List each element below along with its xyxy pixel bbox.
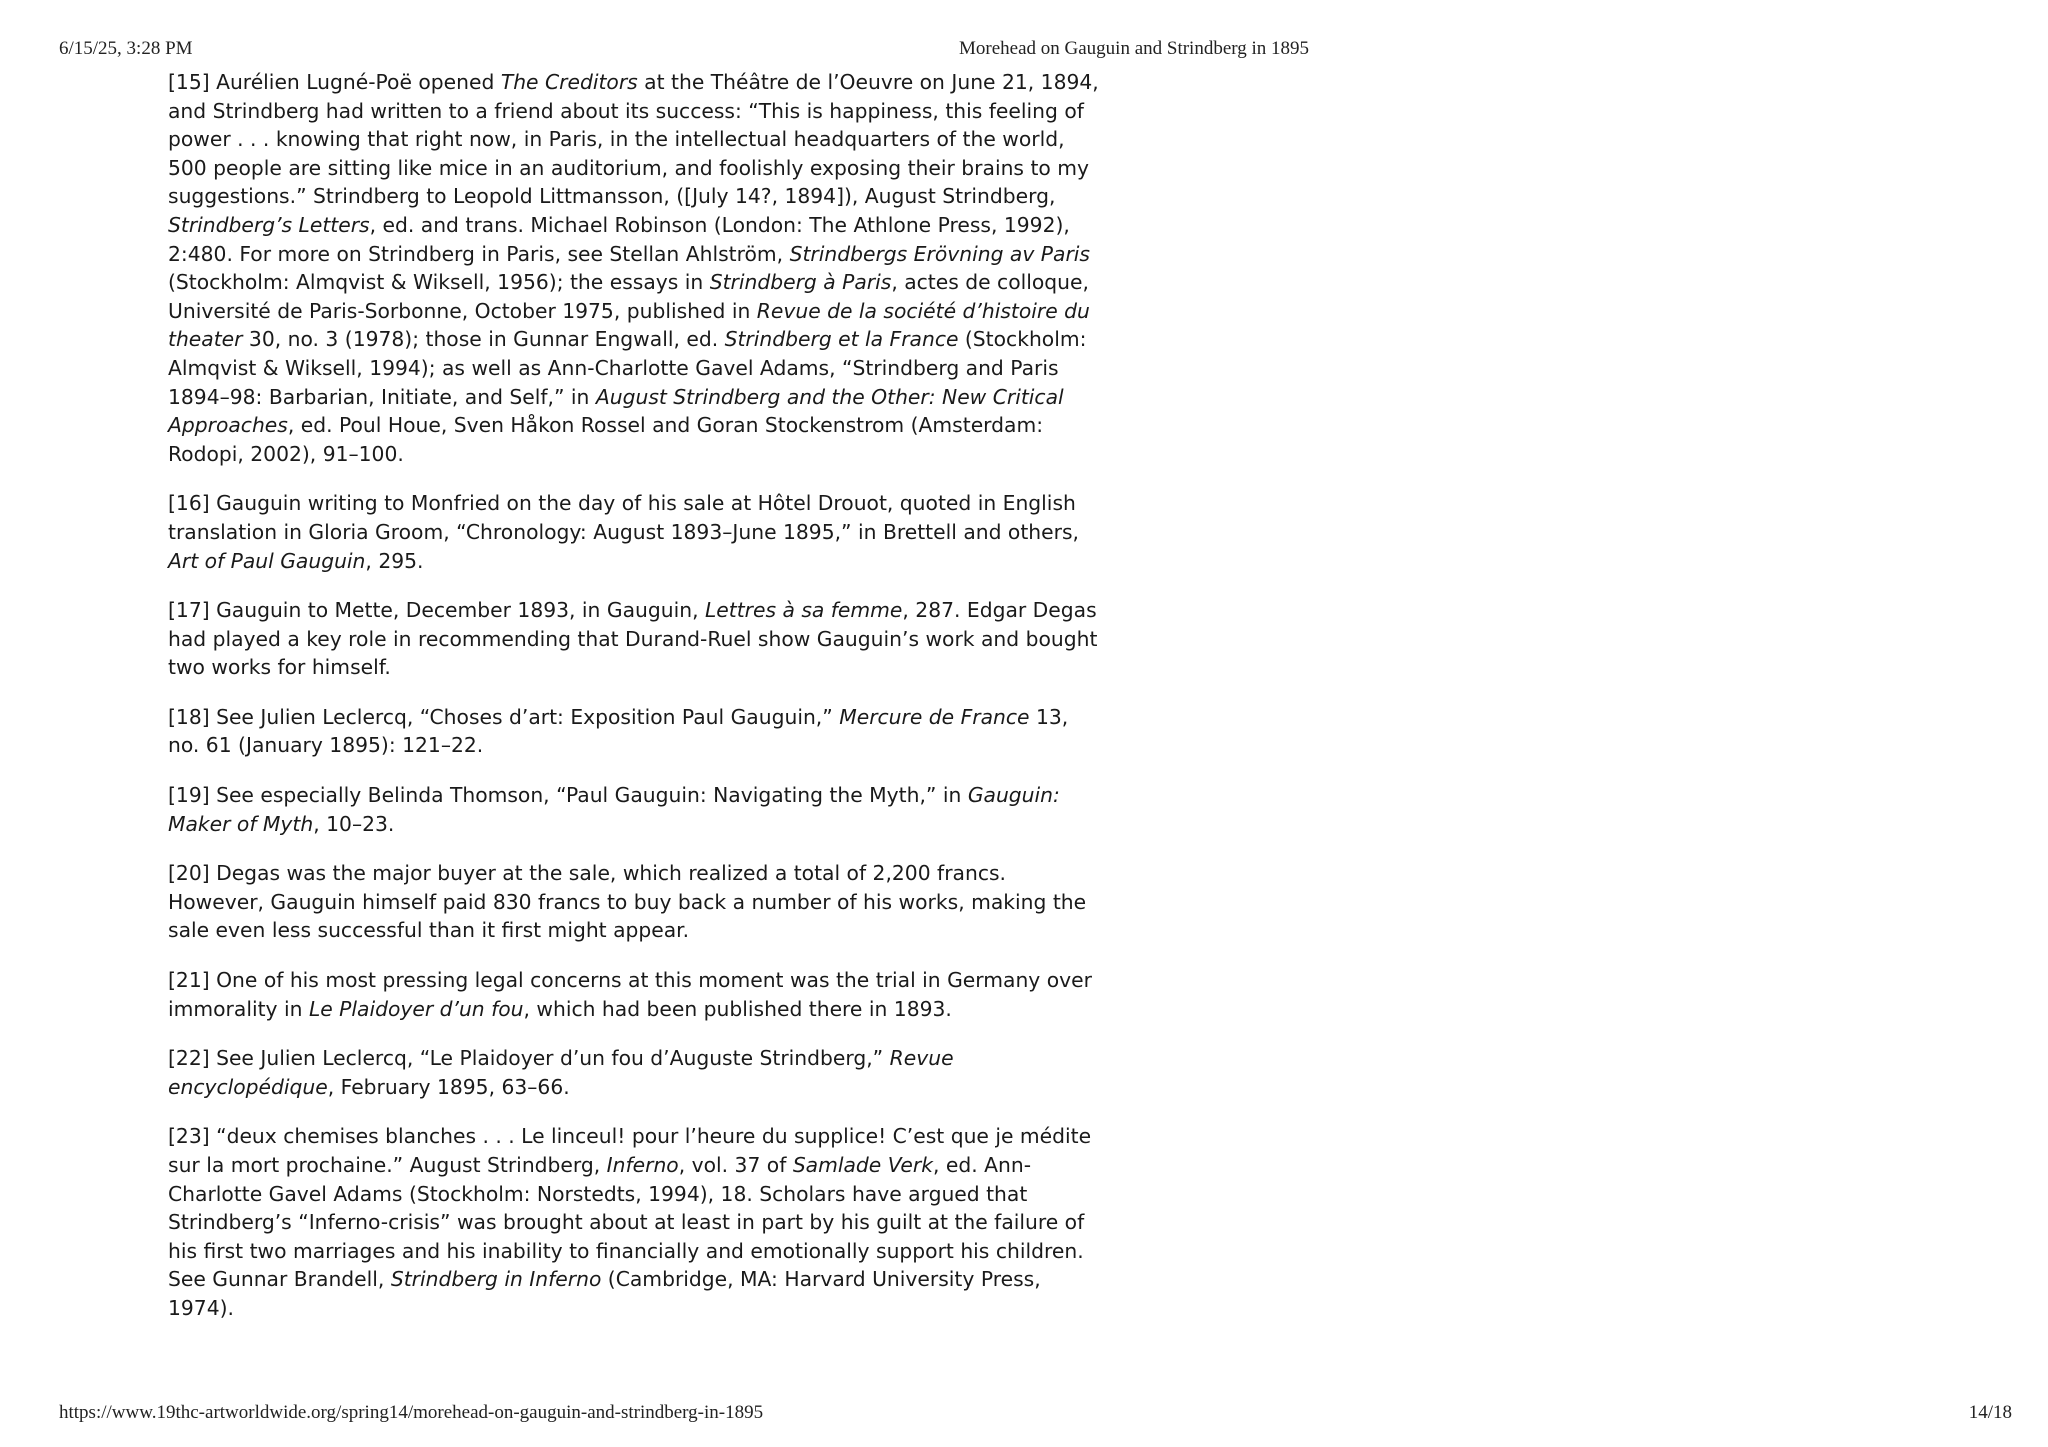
- page-number: 14/18: [1968, 1402, 2012, 1423]
- footnote-title-italic: Strindberg et la France: [724, 327, 959, 352]
- footnote-title-italic: Inferno: [606, 1153, 679, 1177]
- footnote-text: , actes de colloque, Université de Paris-Sorbonne, October 1975, published in: [168, 270, 1089, 323]
- footnote-text: [22] See Julien Leclercq, “Le Plaidoyer d’un fou d’Auguste Strindberg,”: [168, 1046, 890, 1071]
- print-datetime: 6/15/25, 3:28 PM: [59, 38, 193, 59]
- footnote-title-italic: Mercure de France: [839, 704, 1030, 729]
- footnote-title-italic: Strindberg’s Letters: [168, 212, 370, 237]
- footnote-text: [16] Gauguin writing to Monfried on the day of his sale at Hôtel Drouot, quoted in English translation in Gloria Groom, “Chronology: August 1893–June 1895,” in Brettell and others,: [168, 491, 1079, 544]
- footnote-title-italic: Strindbergs Erövning av Paris: [789, 241, 1090, 266]
- footnote-text: , vol. 37 of: [678, 1153, 793, 1177]
- footnote-text: [20] Degas was the major buyer at the sale, which realized a total of 2,200 francs. However, Gauguin himself paid 830 francs to buy back a number of his works, making the sale even less successful than it first might appear.: [168, 861, 1087, 943]
- footnote-title-italic: Gauguin: Maker of Myth: [168, 783, 1060, 836]
- footnote-title-italic: Samlade Verk: [792, 1153, 933, 1177]
- footnote: [168, 489, 1103, 575]
- footnote: [168, 1044, 1103, 1101]
- page-title: Morehead on Gauguin and Strindberg in 1895: [959, 38, 1310, 59]
- footnote: [168, 1122, 1103, 1322]
- footnote-text: , 295.: [365, 548, 424, 573]
- footnote-text: 30, no. 3 (1978); those in Gunnar Engwall, ed.: [242, 327, 725, 352]
- footnote-title-italic: Le Plaidoyer d’un fou: [308, 996, 524, 1021]
- footnote: [168, 859, 1103, 945]
- footnote-title-italic: Revue encyclopédique: [168, 1046, 954, 1099]
- footnote-title-italic: Lettres à sa femme: [704, 598, 903, 623]
- footnote-text: [15] Aurélien Lugné-Poë opened: [168, 70, 501, 94]
- footnote-text: , ed. Ann-Charlotte Gavel Adams (Stockholm: Norstedts, 1994), 18. Scholars have argued that Strindberg’s “Inferno-crisis” was brought about at least in part by his guilt at the failure of his first two marriages and his inability to financially and emotionally support his children. See Gunnar Brandell,: [168, 1153, 1085, 1292]
- footnote-title-italic: August Strindberg and the Other: New Critical Approaches: [168, 384, 1064, 438]
- footnote-text: , 10–23.: [313, 811, 395, 836]
- footnote-text: , ed. Poul Houe, Sven Håkon Rossel and Goran Stockenstrom (Amsterdam: Rodopi, 2002), 91–100.: [168, 413, 1044, 466]
- footnote-title-italic: Art of Paul Gauguin: [168, 548, 366, 573]
- footnotes-section: [168, 68, 1103, 1344]
- footnote-title-italic: The Creditors: [500, 70, 638, 94]
- footnote-text: , which had been published there in 1893.: [523, 996, 952, 1021]
- footnote: [168, 703, 1103, 760]
- footnote-text: [18] See Julien Leclercq, “Choses d’art: Exposition Paul Gauguin,”: [168, 704, 840, 729]
- footnote-text: at the Théâtre de l’Oeuvre on June 21, 1894, and Strindberg had written to a friend about its success: “This is happiness, this feeling of power . . . knowing that right now, in Paris, in the intellectual headquarters of the world, 500 people are sitting like mice in an auditorium, and foolishly exposing their brains to my suggestions.” Strindberg to Leopold Littmansson, ([July 14?, 1894]), August Strindberg,: [168, 70, 1099, 209]
- footnote-text: [19] See especially Belinda Thomson, “Paul Gauguin: Navigating the Myth,” in: [168, 783, 968, 808]
- footnote-title-italic: Strindberg in Inferno: [390, 1267, 602, 1292]
- footnote-text: [21] One of his most pressing legal concerns at this moment was the trial in Germany over immorality in: [168, 968, 1092, 1021]
- footnote: [168, 596, 1103, 682]
- footnote-text: 13, no. 61 (January 1895): 121–22.: [168, 704, 1069, 758]
- footnote: [168, 781, 1103, 838]
- footnote-text: (Cambridge, MA: Harvard University Press, 1974).: [168, 1267, 1041, 1320]
- footnote-title-italic: Strindberg à Paris: [709, 270, 892, 295]
- footnote-text: [17] Gauguin to Mette, December 1893, in Gauguin,: [168, 598, 705, 623]
- footnote-text: , 287. Edgar Degas had played a key role in recommending that Durand-Ruel show Gauguin’s work and bought two works for himself.: [168, 598, 1098, 680]
- footnote-text: (Stockholm: Almqvist & Wiksell, 1994); as well as Ann-Charlotte Gavel Adams, “Strindberg and Paris 1894–98: Barbarian, Initiate, and Self,” in: [168, 327, 1087, 409]
- footnote: [168, 68, 1103, 468]
- footnote: [168, 966, 1103, 1023]
- footnote-title-italic: Revue de la société d’histoire du theater: [168, 298, 1090, 352]
- footnote-text: [23] “deux chemises blanches . . . Le linceul! pour l’heure du supplice! C’est que je médite sur la mort prochaine.” August Strindberg,: [168, 1124, 1092, 1177]
- footnote-text: , February 1895, 63–66.: [327, 1074, 570, 1099]
- footnote-text: (Stockholm: Almqvist & Wiksell, 1956); the essays in: [168, 270, 710, 295]
- footnote-text: , ed. and trans. Michael Robinson (London: The Athlone Press, 1992), 2:480. For more on Strindberg in Paris, see Stellan Ahlström,: [168, 212, 1070, 266]
- page-url[interactable]: https://www.19thc-artworldwide.org/spring14/morehead-on-gauguin-and-strindberg-in-1895: [59, 1402, 764, 1423]
